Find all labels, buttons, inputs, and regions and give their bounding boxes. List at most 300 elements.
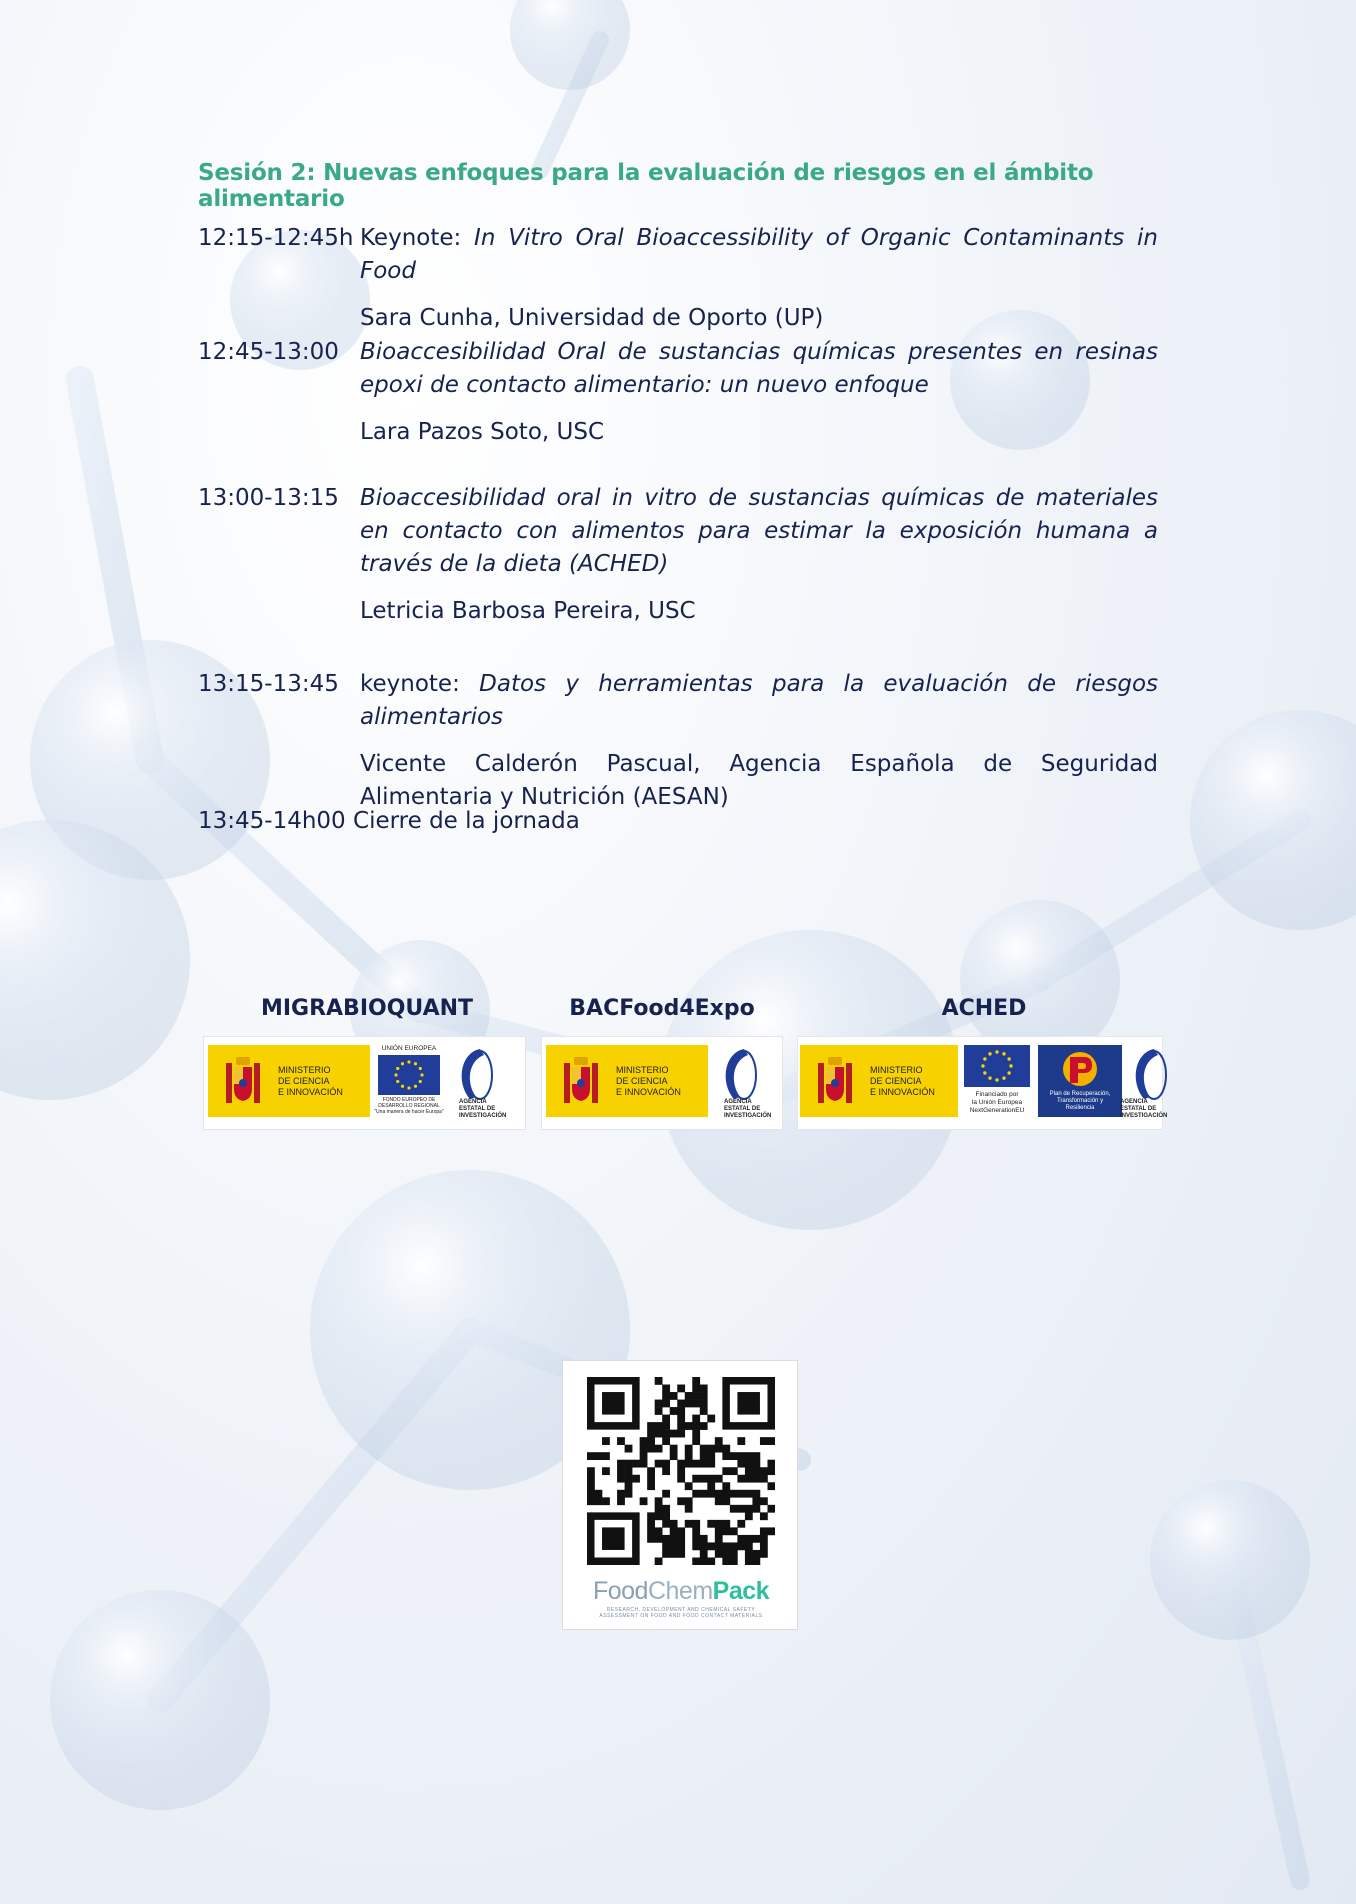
qr-module [685, 1482, 693, 1490]
qr-module [722, 1527, 730, 1535]
qr-module [692, 1527, 700, 1535]
logo-strip-ached [797, 1036, 1168, 1130]
qr-module [617, 1467, 625, 1475]
qr-module [722, 1557, 730, 1565]
qr-module [692, 1535, 700, 1543]
qr-module [685, 1505, 693, 1513]
eu-star [981, 1064, 984, 1067]
qr-module [700, 1407, 708, 1415]
qr-module [707, 1452, 715, 1460]
qr-module [752, 1550, 760, 1558]
eu-star [396, 1080, 399, 1083]
qr-module [760, 1437, 768, 1445]
aei-label: AGENCIA ESTATAL DE INVESTIGACIÓN [459, 1099, 507, 1119]
qr-module [670, 1445, 678, 1453]
qr-module [722, 1490, 730, 1498]
qr-module [692, 1422, 700, 1430]
recovery-plan-label: Plan de Recuperación, Transformación y Resiliencia [1049, 1091, 1111, 1111]
qr-module [737, 1490, 745, 1498]
qr-module [692, 1542, 700, 1550]
agenda-body [360, 482, 1158, 628]
talk-title: Bioaccesibilidad Oral de sustancias químicas presentes en resinas epoxi de contacto alimentario: un nuevo enfoque [360, 339, 1158, 398]
qr-module [602, 1467, 610, 1475]
qr-module [655, 1445, 663, 1453]
eu-star [988, 1076, 991, 1079]
qr-module [715, 1542, 723, 1550]
qr-module [692, 1385, 700, 1393]
qr-module [587, 1452, 595, 1460]
qr-module [700, 1460, 708, 1468]
qr-module [602, 1437, 610, 1445]
talk-prefix: Keynote: [360, 225, 475, 251]
qr-module [677, 1415, 685, 1423]
qr-module [602, 1452, 610, 1460]
eu-star [1002, 1076, 1005, 1079]
qr-module [715, 1490, 723, 1498]
agenda-time: 12:15-12:45h [198, 225, 354, 251]
qr-module [745, 1557, 753, 1565]
qr-module [662, 1512, 670, 1520]
qr-module [752, 1460, 760, 1468]
qr-module [700, 1550, 708, 1558]
qr-module [677, 1400, 685, 1408]
qr-module [752, 1475, 760, 1483]
foodchempack-tagline: RESEARCH, DEVELOPMENT AND CHEMICAL SAFETY ASSESSMENT ON FOOD AND FOOD CONTACT MATERIALS [599, 1607, 763, 1619]
qr-module [730, 1527, 738, 1535]
qr-module [677, 1535, 685, 1543]
ministry-logo [208, 1045, 370, 1117]
qr-card[interactable] [562, 1360, 798, 1630]
qr-module [587, 1490, 595, 1498]
qr-module [722, 1467, 730, 1475]
qr-module [662, 1467, 670, 1475]
qr-module [752, 1505, 760, 1513]
qr-module [760, 1550, 768, 1558]
aei-label: AGENCIA ESTATAL DE INVESTIGACIÓN [724, 1099, 772, 1119]
eu-star [988, 1052, 991, 1055]
qr-module [647, 1430, 655, 1438]
qr-module [700, 1445, 708, 1453]
eu-star [1007, 1071, 1010, 1074]
qr-module [707, 1475, 715, 1483]
qr-module [670, 1452, 678, 1460]
qr-module [662, 1550, 670, 1558]
qr-module [677, 1385, 685, 1393]
qr-module [692, 1520, 700, 1528]
qr-module [662, 1542, 670, 1550]
recovery-plan-logo [1038, 1045, 1122, 1117]
qr-module [655, 1430, 663, 1438]
qr-module [752, 1557, 760, 1565]
qr-module [655, 1400, 663, 1408]
qr-module [692, 1377, 700, 1385]
qr-module [655, 1512, 663, 1520]
qr-module [730, 1452, 738, 1460]
qr-module [640, 1497, 648, 1505]
eu-star [1002, 1052, 1005, 1055]
foodchempack-logo [563, 1577, 799, 1606]
qr-module [662, 1385, 670, 1393]
qr-module [677, 1475, 685, 1483]
agenda-body [360, 668, 1158, 814]
qr-module [677, 1422, 685, 1430]
qr-module [760, 1512, 768, 1520]
qr-module [647, 1535, 655, 1543]
speaker: Sara Cunha, Universidad de Oporto (UP) [360, 305, 824, 331]
ministry-label: MINISTERIO DE CIENCIA E INNOVACIÓN [616, 1065, 681, 1097]
qr-module [700, 1542, 708, 1550]
eu-star [995, 1050, 998, 1053]
qr-module [685, 1460, 693, 1468]
qr-module [677, 1407, 685, 1415]
qr-module [685, 1520, 693, 1528]
qr-module [745, 1490, 753, 1498]
qr-module [722, 1542, 730, 1550]
qr-module [595, 1490, 603, 1498]
qr-module [737, 1505, 745, 1513]
qr-module [707, 1445, 715, 1453]
qr-module [670, 1520, 678, 1528]
qr-module [677, 1430, 685, 1438]
qr-module [685, 1445, 693, 1453]
qr-module [700, 1490, 708, 1498]
qr-module [707, 1415, 715, 1423]
qr-module [700, 1385, 708, 1393]
qr-module [737, 1535, 745, 1543]
eu-star [401, 1085, 404, 1088]
qr-module [587, 1482, 595, 1490]
nextgen-label: Financiado por la Unión Europea NextGenerationEU [969, 1091, 1025, 1114]
qr-module [767, 1467, 775, 1475]
eu-feder-logo [376, 1045, 442, 1117]
qr-module [722, 1445, 730, 1453]
qr-module [700, 1422, 708, 1430]
qr-module [677, 1460, 685, 1468]
talk-prefix: keynote: [360, 671, 480, 697]
qr-module [752, 1467, 760, 1475]
qr-module [587, 1467, 595, 1475]
qr-module [760, 1527, 768, 1535]
eu-star [414, 1062, 417, 1065]
qr-module [692, 1430, 700, 1438]
logo-part-chem: Chem [647, 1577, 713, 1605]
qr-module [707, 1460, 715, 1468]
qr-module [677, 1542, 685, 1550]
qr-module [767, 1437, 775, 1445]
qr-module [625, 1445, 633, 1453]
qr-module [745, 1505, 753, 1513]
eu-star [983, 1057, 986, 1060]
qr-module [707, 1557, 715, 1565]
agenda-body [360, 222, 1158, 335]
spanish-crest-icon [814, 1053, 856, 1109]
qr-module [662, 1422, 670, 1430]
qr-module [625, 1475, 633, 1483]
qr-module [625, 1490, 633, 1498]
qr-module [670, 1527, 678, 1535]
qr-module [632, 1460, 640, 1468]
qr-module [625, 1482, 633, 1490]
qr-module [745, 1467, 753, 1475]
qr-module [707, 1490, 715, 1498]
qr-module [685, 1400, 693, 1408]
qr-module [647, 1475, 655, 1483]
qr-module [625, 1460, 633, 1468]
logo-part-pack: Pack [712, 1577, 770, 1605]
qr-module [692, 1415, 700, 1423]
qr-module [730, 1557, 738, 1565]
ministry-logo [546, 1045, 708, 1117]
qr-module [617, 1475, 625, 1483]
qr-module [715, 1475, 723, 1483]
qr-module [700, 1452, 708, 1460]
qr-module [655, 1422, 663, 1430]
qr-module [617, 1490, 625, 1498]
qr-module [670, 1407, 678, 1415]
qr-module [745, 1542, 753, 1550]
qr-module [685, 1392, 693, 1400]
qr-module [662, 1437, 670, 1445]
eu-star [394, 1073, 397, 1076]
qr-module [640, 1452, 648, 1460]
qr-module [677, 1527, 685, 1535]
qr-module [737, 1520, 745, 1528]
qr-module [715, 1437, 723, 1445]
qr-module [715, 1445, 723, 1453]
agenda-time: 12:45-13:00 [198, 339, 339, 365]
qr-module [752, 1497, 760, 1505]
qr-module [737, 1460, 745, 1468]
nextgen-eu-logo [962, 1045, 1032, 1117]
qr-module [700, 1535, 708, 1543]
eu-star [1009, 1064, 1012, 1067]
qr-module [655, 1535, 663, 1543]
qr-module [662, 1400, 670, 1408]
qr-module [632, 1475, 640, 1483]
talk-title: Datos y herramientas para la evaluación de riesgos alimentarios [360, 671, 1158, 730]
qr-module [647, 1512, 655, 1520]
qr-module [715, 1550, 723, 1558]
qr-module [767, 1460, 775, 1468]
qr-module [730, 1505, 738, 1513]
eu-star [419, 1067, 422, 1070]
eu-flag-icon [964, 1045, 1030, 1087]
qr-module [745, 1452, 753, 1460]
speaker: Lara Pazos Soto, USC [360, 419, 605, 445]
qr-module [737, 1437, 745, 1445]
qr-module [670, 1535, 678, 1543]
eu-star [407, 1086, 410, 1089]
eu-star [419, 1080, 422, 1083]
recovery-plan-icon [1060, 1049, 1100, 1089]
qr-module [692, 1392, 700, 1400]
eu-feder-label: FONDO EUROPEO DE DESARROLLO REGIONAL "Una manera de hacer Europa" [374, 1097, 444, 1115]
qr-module [700, 1400, 708, 1408]
eu-star [1007, 1057, 1010, 1060]
qr-module [647, 1422, 655, 1430]
qr-module [595, 1452, 603, 1460]
qr-module [617, 1497, 625, 1505]
qr-module [707, 1482, 715, 1490]
talk-line [360, 222, 1158, 288]
qr-module [662, 1460, 670, 1468]
qr-module [692, 1460, 700, 1468]
ministry-label: MINISTERIO DE CIENCIA E INNOVACIÓN [278, 1065, 343, 1097]
qr-module [752, 1490, 760, 1498]
eu-star [407, 1060, 410, 1063]
qr-module [722, 1497, 730, 1505]
eu-top-label: UNIÓN EUROPEA [381, 1045, 437, 1052]
qr-module [647, 1527, 655, 1535]
eu-star [396, 1067, 399, 1070]
eu-star [983, 1071, 986, 1074]
qr-module [587, 1497, 595, 1505]
qr-module [745, 1460, 753, 1468]
qr-module [760, 1542, 768, 1550]
qr-module [767, 1505, 775, 1513]
qr-module [692, 1437, 700, 1445]
qr-module [662, 1392, 670, 1400]
qr-module [722, 1452, 730, 1460]
talk-line [360, 336, 1158, 402]
qr-module [767, 1527, 775, 1535]
qr-module [692, 1490, 700, 1498]
qr-module [685, 1452, 693, 1460]
speaker: Letricia Barbosa Pereira, USC [360, 598, 696, 624]
session-title: Sesión 2: Nuevas enfoques para la evaluación de riesgos en el ámbito alimentario [198, 160, 1094, 212]
qr-module [745, 1512, 753, 1520]
aei-label: AGENCIA ESTATAL DE INVESTIGACIÓN [1120, 1099, 1168, 1119]
qr-module [655, 1557, 663, 1565]
qr-module [752, 1535, 760, 1543]
qr-module [737, 1475, 745, 1483]
qr-module [662, 1490, 670, 1498]
qr-module [692, 1400, 700, 1408]
qr-module [640, 1437, 648, 1445]
talk-title: In Vitro Oral Bioaccessibility of Organic Contaminants in Food [360, 225, 1158, 284]
ministry-label: MINISTERIO DE CIENCIA E INNOVACIÓN [870, 1065, 935, 1097]
qr-module [715, 1535, 723, 1543]
qr-module [655, 1460, 663, 1468]
eu-star [414, 1085, 417, 1088]
logo-strip-migrabioquant [203, 1036, 526, 1130]
logo-part-food: Food [592, 1577, 648, 1605]
qr-module [662, 1520, 670, 1528]
qr-module [602, 1497, 610, 1505]
eu-star [420, 1073, 423, 1076]
qr-module [767, 1482, 775, 1490]
qr-module [730, 1550, 738, 1558]
talk-line [360, 668, 1158, 734]
qr-module [722, 1520, 730, 1528]
qr-module [670, 1542, 678, 1550]
qr-module [700, 1392, 708, 1400]
qr-module [662, 1505, 670, 1513]
qr-finder-inner [602, 1527, 625, 1550]
agenda-body [360, 336, 1158, 449]
qr-module [662, 1430, 670, 1438]
qr-module [640, 1460, 648, 1468]
qr-module [730, 1467, 738, 1475]
qr-module [677, 1467, 685, 1475]
qr-module [655, 1497, 663, 1505]
spanish-crest-icon [560, 1053, 602, 1109]
qr-module [595, 1497, 603, 1505]
qr-module [737, 1542, 745, 1550]
qr-module [745, 1475, 753, 1483]
ministry-logo [800, 1045, 958, 1117]
qr-module [640, 1445, 648, 1453]
qr-module [670, 1550, 678, 1558]
talk-title: Bioaccesibilidad oral in vitro de sustancias químicas de materiales en contacto con alimentos para estimar la exposición humana a través de la dieta (ACHED) [360, 485, 1158, 577]
qr-module [722, 1550, 730, 1558]
qr-module [655, 1527, 663, 1535]
qr-module [655, 1407, 663, 1415]
agenda-time: 13:00-13:15 [198, 485, 339, 511]
agenda-time: 13:15-13:45 [198, 671, 339, 697]
qr-module [760, 1497, 768, 1505]
spanish-crest-icon [222, 1053, 264, 1109]
qr-module [647, 1467, 655, 1475]
project-name-migrabioquant: MIGRABIOQUANT [260, 996, 474, 1021]
qr-module [655, 1377, 663, 1385]
qr-module [715, 1497, 723, 1505]
qr-module [730, 1542, 738, 1550]
qr-module [617, 1460, 625, 1468]
qr-module [625, 1467, 633, 1475]
qr-module [685, 1422, 693, 1430]
eu-star [401, 1062, 404, 1065]
qr-finder-inner [737, 1392, 760, 1415]
qr-module [677, 1497, 685, 1505]
qr-module [760, 1535, 768, 1543]
qr-module [655, 1505, 663, 1513]
qr-module [587, 1475, 595, 1483]
qr-module [670, 1392, 678, 1400]
project-name-ached: ACHED [941, 996, 1027, 1021]
qr-module [745, 1535, 753, 1543]
speaker: Vicente Calderón Pascual, Agencia Española de Seguridad Alimentaria y Nutrición (AESAN) [360, 751, 1158, 810]
qr-module [647, 1437, 655, 1445]
qr-module [677, 1550, 685, 1558]
qr-module [647, 1482, 655, 1490]
qr-module [715, 1520, 723, 1528]
qr-module [700, 1475, 708, 1483]
qr-module [707, 1542, 715, 1550]
logo-strip-bacfood4expo [541, 1036, 783, 1130]
qr-module [662, 1415, 670, 1423]
qr-module [737, 1452, 745, 1460]
qr-module [670, 1430, 678, 1438]
qr-module [760, 1467, 768, 1475]
closing-line: 13:45-14h00 Cierre de la jornada [198, 808, 580, 834]
qr-code[interactable] [587, 1377, 775, 1565]
qr-module [662, 1535, 670, 1543]
qr-module [692, 1475, 700, 1483]
qr-module [722, 1482, 730, 1490]
qr-module [700, 1557, 708, 1565]
qr-module [617, 1437, 625, 1445]
qr-module [730, 1490, 738, 1498]
qr-module [685, 1497, 693, 1505]
eu-flag-icon [378, 1055, 440, 1095]
qr-module [745, 1550, 753, 1558]
project-name-bacfood4expo: BACFood4Expo [569, 996, 755, 1021]
qr-module [752, 1452, 760, 1460]
qr-module [692, 1557, 700, 1565]
qr-module [760, 1475, 768, 1483]
qr-module [647, 1445, 655, 1453]
